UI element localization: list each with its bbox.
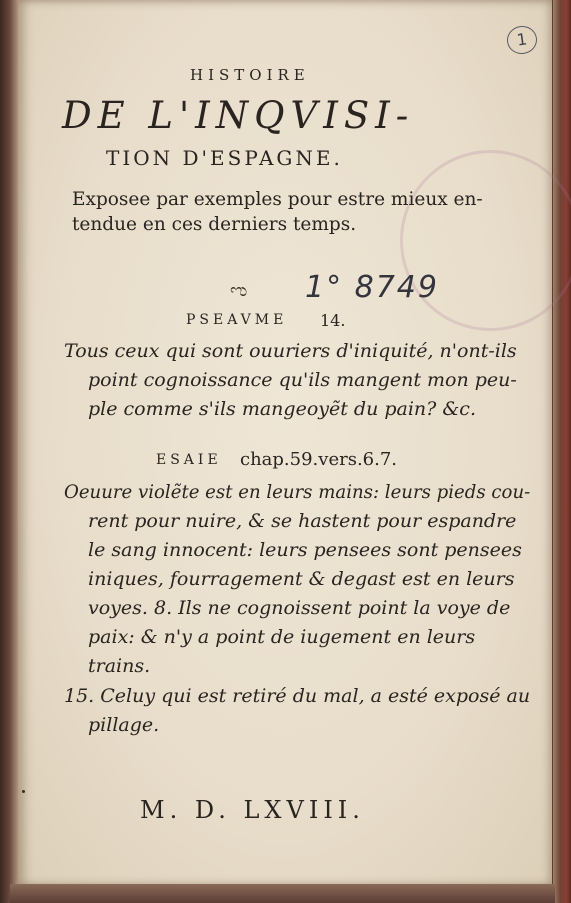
psalm-line-1: Tous ceux qui sont ouuriers d'iniquité, n'ont-ils [64, 340, 517, 362]
isaiah-line-9: pillage. [88, 714, 160, 736]
isaiah-line-1: Oeuure violẽte est en leurs mains: leurs pieds cou- [64, 481, 531, 503]
page-bottom-edge [10, 884, 555, 903]
isaiah-line-4: iniques, fourragement & degast est en leurs [88, 568, 515, 590]
title-histoire: HISTOIRE [190, 66, 310, 84]
isaiah-reference: chap.59.vers.6.7. [240, 449, 398, 470]
margin-speck [22, 790, 25, 793]
isaiah-line-3: le sang innocent: leurs pensees sont pensees [88, 539, 522, 561]
psalm-line-2: point cognoissance qu'ils mangent mon peu- [88, 369, 517, 391]
handwritten-shelfmark: 1° 8749 [305, 270, 439, 305]
imprint-date: M. D. LXVIII. [140, 796, 365, 824]
isaiah-line-2: rent pour nuire, & se hastent pour espandre [88, 510, 517, 532]
book-binding-right [553, 0, 571, 903]
isaiah-line-8: 15. Celuy qui est retiré du mal, a esté exposé au [64, 685, 531, 707]
isaiah-line-5: voyes. 8. Ils ne cognoissent point la voye de [88, 597, 511, 619]
title-main: DE L'INQVISI- [62, 94, 415, 137]
psalm-heading: PSEAVME [186, 312, 288, 328]
subtitle-line-1: Exposee par exemples pour estre mieux en- [72, 189, 483, 210]
subtitle-line-2: tendue en ces derniers temps. [72, 214, 357, 235]
isaiah-line-7: trains. [88, 655, 151, 677]
isaiah-line-6: paix: & n'y a point de iugement en leurs [88, 626, 476, 648]
folio-number: 1 [505, 24, 539, 56]
psalm-reference: 14. [320, 311, 346, 330]
isaiah-heading: ESAIE [156, 452, 222, 468]
title-espagne: TION D'ESPAGNE. [106, 146, 343, 170]
printer-ornament: ಌ [230, 280, 250, 301]
psalm-line-3: ple comme s'ils mangeoyẽt du pain? &c. [88, 398, 476, 420]
